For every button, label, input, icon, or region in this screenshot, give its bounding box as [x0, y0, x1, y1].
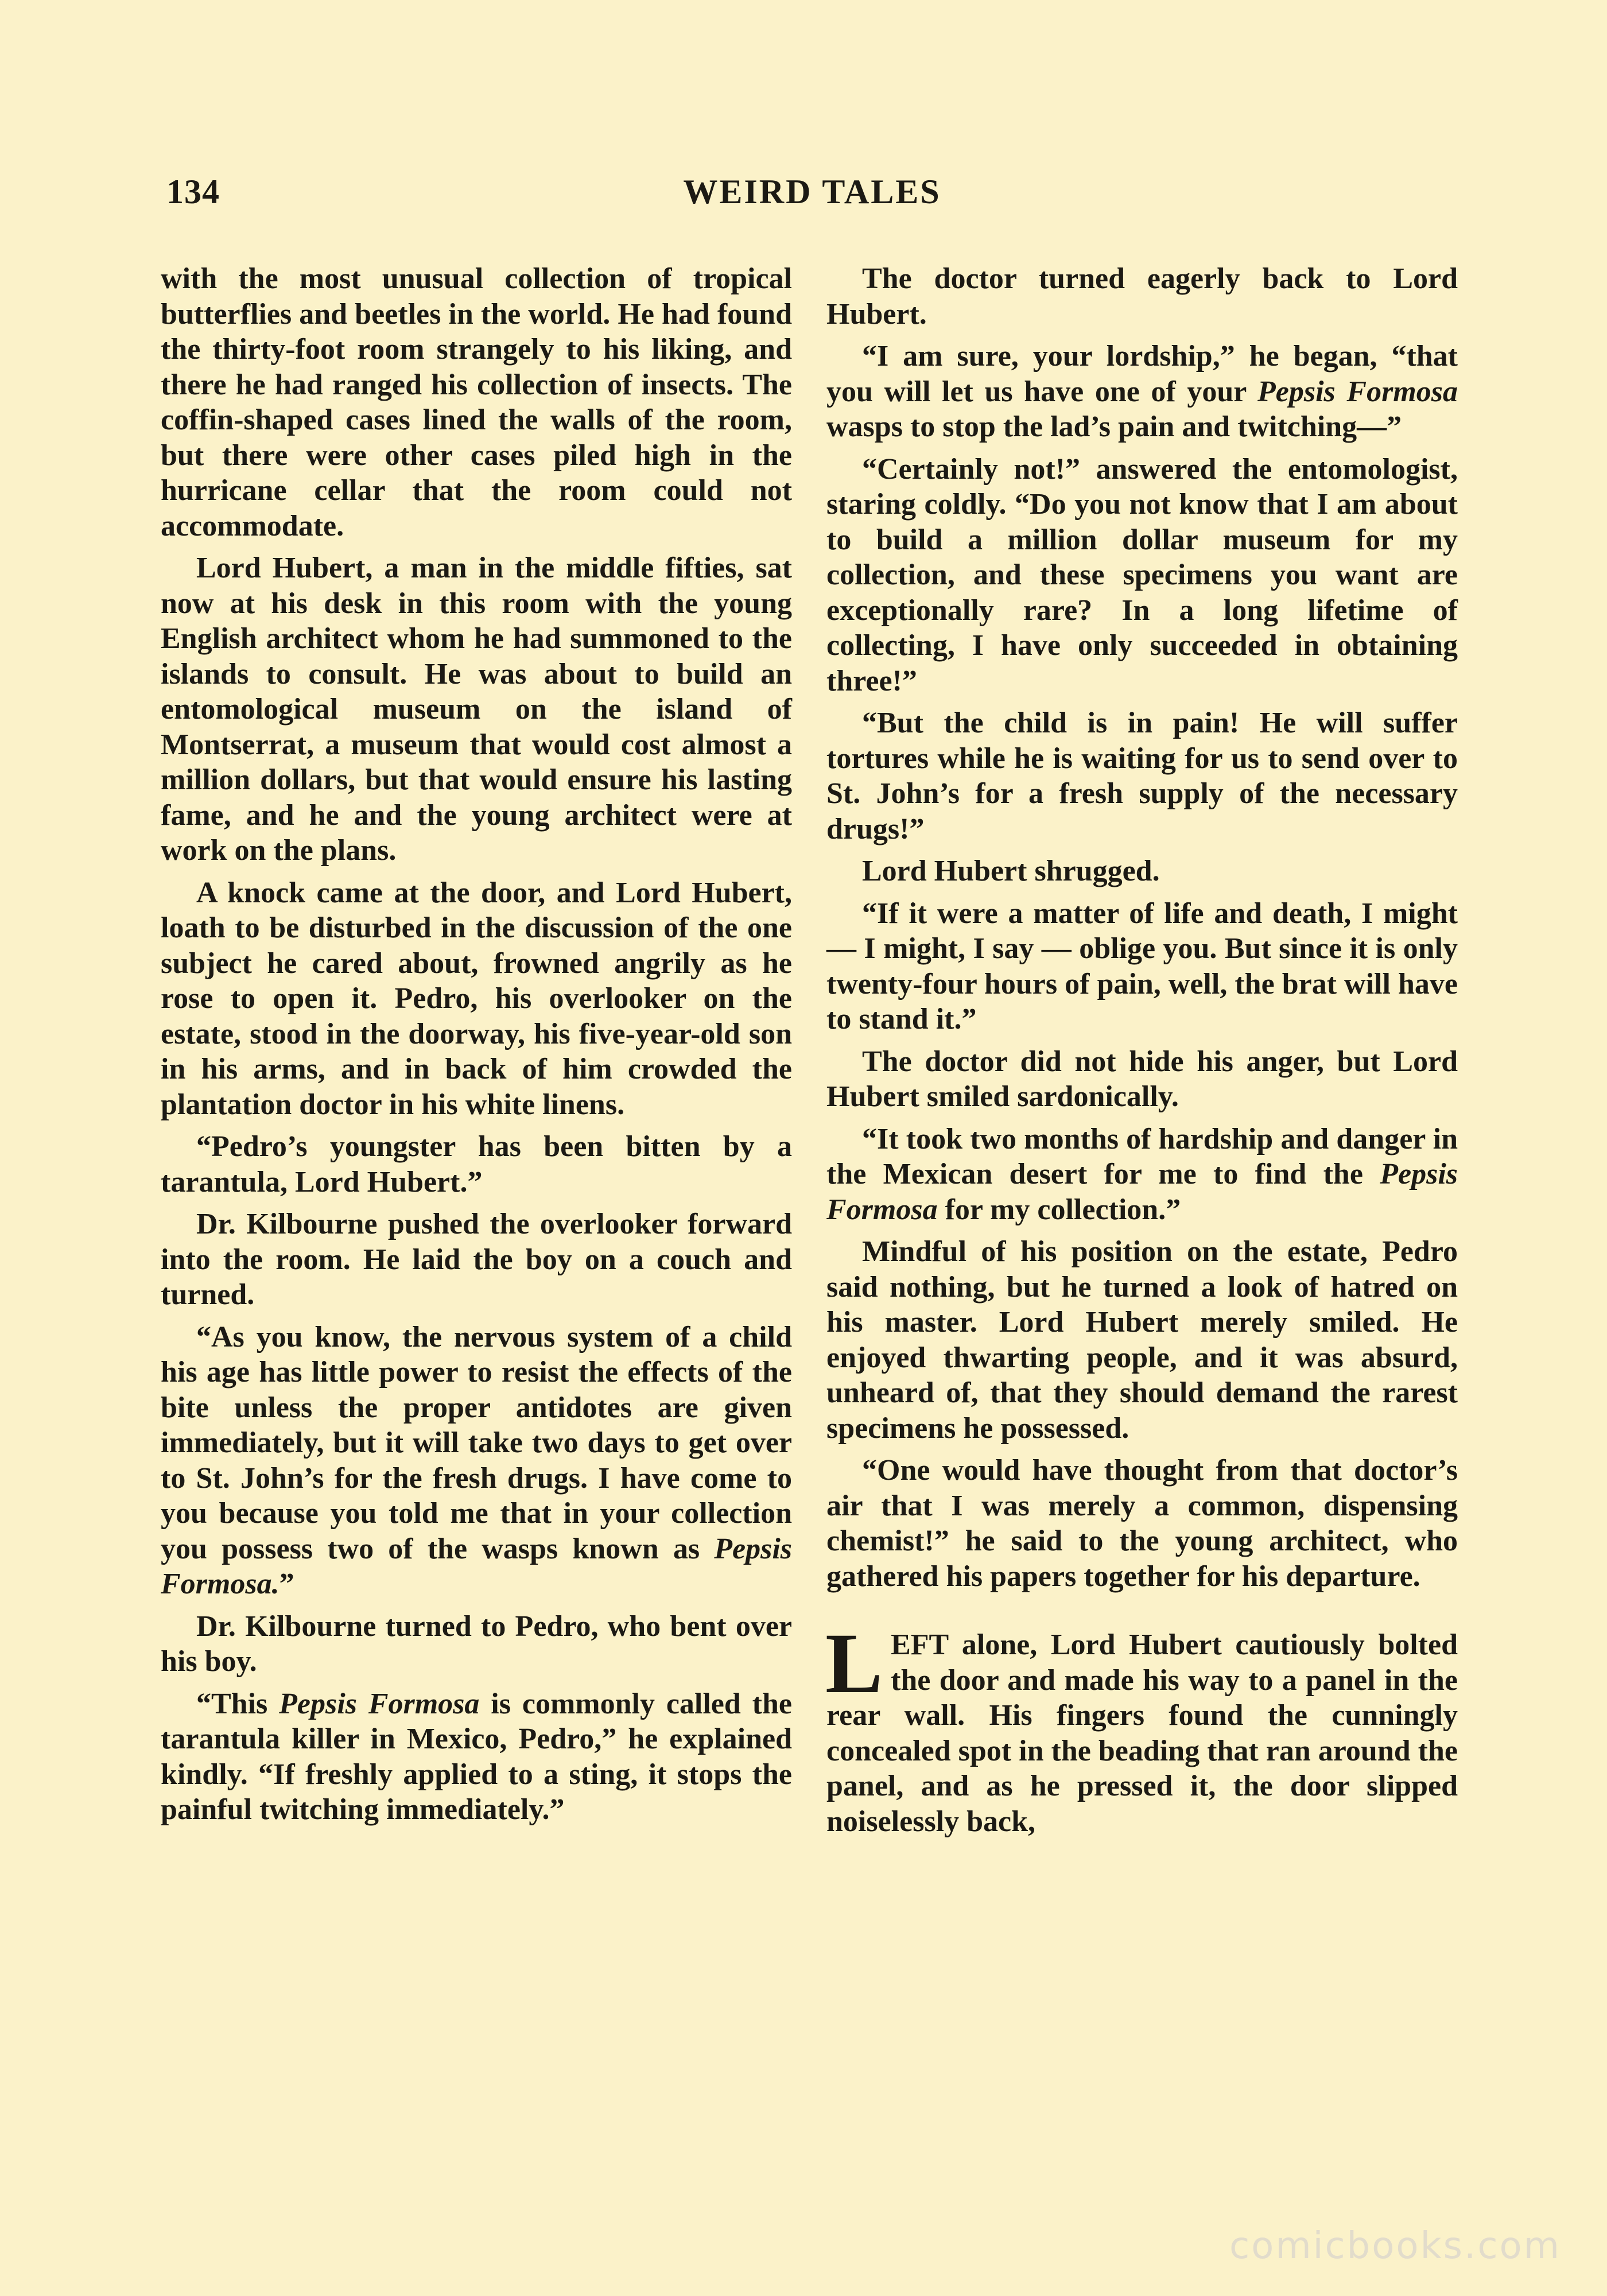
text-run: “I am sure, your lordship,” he began, “that you will let us have one of your — [826, 340, 1458, 408]
running-title: WEIRD TALES — [683, 173, 941, 211]
text-run: for my collection.” — [937, 1193, 1181, 1226]
paragraph: “If it were a matter of life and death, I might — I might, I say — oblige you. But since it is only twenty-four hours of pain, well, the brat will have to stand it.” — [826, 897, 1458, 1035]
page-header — [166, 172, 1458, 218]
text-run: “It took two months of hardship and danger in the Mexican desert for me to find the — [826, 1122, 1458, 1190]
text-run: ” — [279, 1568, 294, 1600]
text-run: EFT alone, Lord Hubert cautiously bolted the door and made his way to a panel in the rear wall. His fingers found the cunningly concealed spot in the beading that ran around the panel, and as he pressed it, the door slipped noiselessly back, — [826, 1628, 1458, 1838]
paragraph: “One would have thought from that doctor’s air that I was merely a common, dispensing chemist!” he said to the young architect, who gathered his papers together for his departure. — [826, 1454, 1458, 1593]
paragraph — [826, 339, 1458, 445]
paragraph: “But the child is in pain! He will suffer tortures while he is waiting for us to send over to St. John’s for a fresh supply of the necessary drugs!” — [826, 707, 1458, 846]
text-run: is commonly called the tarantula killer in Mexico, Pedro,” he explained kindly. “If freshly applied to a sting, it stops the painful twitching immediately.” — [161, 1687, 792, 1826]
paragraph: Dr. Kilbourne pushed the overlooker forward into the room. He laid the boy on a couch and turned. — [161, 1208, 792, 1311]
drop-cap: L — [825, 1616, 883, 1711]
paragraph: “Certainly not!” answered the entomologist, staring coldly. “Do you not know that I am about to build a million dollar museum for my collection, and these specimens you want are exceptionally rare? In a long lifetime of collecting, I have only succeeded in obtaining three!” — [826, 452, 1458, 697]
watermark: comicbooks.com — [1229, 2225, 1561, 2267]
text-run: wasps to stop the lad’s pain and twitching—” — [826, 410, 1402, 443]
text-run: “As you know, the nervous system of a child his age has little power to resist the effects of the bite unless the proper antidotes are given immediately, but it will take two days to get over to St. John’s for the fresh drugs. I have come to you because you told me that in your collection you possess two of the wasps known as — [161, 1320, 792, 1565]
paragraph: “Pedro’s youngster has been bitten by a tarantula, Lord Hubert.” — [161, 1130, 792, 1199]
paragraph: The doctor turned eagerly back to Lord Hubert. — [826, 262, 1458, 331]
left-column — [161, 261, 792, 1835]
paragraph — [161, 1320, 792, 1602]
italic-species-name: Pepsis Formosa — [279, 1687, 480, 1720]
text-run: “This — [196, 1687, 280, 1720]
italic-species-name: Pepsis Formosa — [826, 1158, 1458, 1226]
paragraph: with the most unusual collection of tropical butterflies and beetles in the world. He had found the thirty-foot room strangely to his liking, and there he had ranged his collection of insects. The coffin-shaped cases lined the walls of the room, but there were other cases piled high in the hurricane cellar that the room could not accommodate. — [161, 262, 792, 542]
italic-species-name: Pepsis Formosa. — [161, 1532, 792, 1600]
paragraph: Mindful of his position on the estate, Pedro said nothing, but he turned a look of hatred on his master. Lord Hubert merely smiled. He enjoyed thwarting people, and it was absurd, unheard of, that they should demand the rarest specimens he possessed. — [826, 1235, 1458, 1445]
paragraph: Lord Hubert, a man in the middle fifties, sat now at his desk in this room with the young English architect whom he had summoned to the islands to consult. He was about to build an entomological museum on the island of Montserrat, a museum that would cost almost a million dollars, but that would ensure his lasting fame, and he and the young architect were at work on the plans. — [161, 552, 792, 867]
italic-species-name: Pepsis Formosa — [1257, 375, 1458, 408]
section-paragraph — [825, 1616, 1458, 1839]
paragraph — [826, 1122, 1458, 1228]
page-number: 134 — [166, 173, 220, 211]
paragraph: Dr. Kilbourne turned to Pedro, who bent over his boy. — [161, 1609, 792, 1678]
right-column — [826, 261, 1458, 1846]
paragraph: A knock came at the door, and Lord Hubert, loath to be disturbed in the discussion of the one subject he cared about, frowned angrily as he rose to open it. Pedro, his overlooker on the estate, stood in the doorway, his five-year-old son in his arms, and in back of him crowded the plantation doctor in his white linens. — [161, 876, 792, 1121]
paragraph: The doctor did not hide his anger, but Lord Hubert smiled sardonically. — [826, 1045, 1458, 1113]
paragraph — [161, 1686, 792, 1828]
paragraph: Lord Hubert shrugged. — [862, 855, 1160, 887]
